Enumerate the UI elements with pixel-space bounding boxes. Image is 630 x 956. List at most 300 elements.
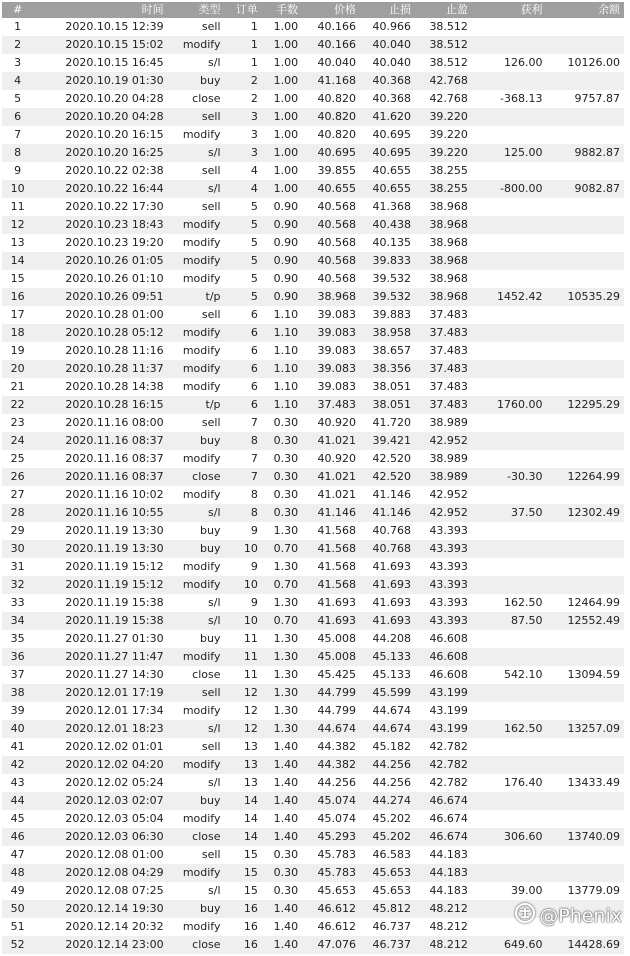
cell-take-profit: 38.989: [429, 452, 468, 465]
cell-order: 2: [250, 74, 258, 87]
cell-stop-loss: 39.833: [372, 254, 412, 267]
cell-order: 10: [243, 614, 258, 627]
cell-price: 40.166: [317, 20, 357, 33]
trade-history-table: [2, 2, 624, 954]
cell-idx: 27: [10, 488, 25, 501]
cell-lots: 1.40: [273, 902, 299, 915]
cell-stop-loss: 44.674: [372, 704, 412, 717]
cell-take-profit: 39.220: [429, 146, 468, 159]
cell-stop-loss: 40.768: [372, 524, 412, 537]
cell-take-profit: 46.674: [429, 830, 468, 843]
cell-stop-loss: 41.693: [372, 560, 412, 573]
cell-profit: [474, 450, 549, 468]
cell-order: 11: [243, 668, 258, 681]
cell-take-profit: 42.952: [429, 488, 468, 501]
cell-stop-loss: 39.421: [372, 434, 412, 447]
cell-time: 2020.10.22 17:30: [65, 200, 164, 213]
cell-price: 41.568: [317, 524, 357, 537]
table-row: [2, 810, 624, 828]
cell-type: modify: [182, 650, 221, 663]
cell-take-profit: 37.483: [429, 308, 468, 321]
cell-lots: 1.10: [273, 326, 299, 339]
cell-time: 2020.12.02 05:24: [65, 776, 164, 789]
cell-idx: 38: [10, 686, 25, 699]
cell-time: 2020.11.16 08:00: [65, 416, 164, 429]
cell-take-profit: 43.199: [429, 704, 468, 717]
cell-stop-loss: 46.737: [372, 938, 412, 951]
cell-lots: 1.10: [273, 380, 299, 393]
cell-profit: [474, 234, 549, 252]
cell-stop-loss: 45.133: [372, 650, 412, 663]
cell-idx: 13: [10, 236, 25, 249]
cell-lots: 0.90: [273, 290, 299, 303]
cell-type: modify: [182, 758, 221, 771]
cell-time: 2020.10.26 01:05: [65, 254, 164, 267]
cell-type: sell: [201, 20, 221, 33]
cell-idx: 33: [10, 596, 25, 609]
cell-order: 5: [250, 200, 258, 213]
cell-stop-loss: 40.368: [372, 74, 412, 87]
cell-type: s/l: [208, 146, 221, 159]
cell-lots: 0.90: [273, 272, 299, 285]
cell-price: 44.799: [317, 686, 357, 699]
cell-profit: 542.10: [504, 668, 543, 681]
cell-lots: 1.40: [273, 794, 299, 807]
cell-type: modify: [182, 578, 221, 591]
cell-profit: [474, 810, 549, 828]
cell-order: 14: [243, 794, 258, 807]
cell-profit: [474, 270, 549, 288]
table-row: [2, 288, 624, 306]
cell-type: s/l: [208, 776, 221, 789]
cell-order: 15: [243, 848, 258, 861]
cell-take-profit: 43.393: [429, 578, 468, 591]
column-header-price: 价格: [334, 3, 357, 16]
table-row: [2, 468, 624, 486]
cell-order: 8: [250, 488, 258, 501]
cell-lots: 1.30: [273, 632, 299, 645]
cell-lots: 0.90: [273, 218, 299, 231]
cell-stop-loss: 39.532: [372, 290, 412, 303]
cell-stop-loss: 46.737: [372, 920, 412, 933]
cell-lots: 0.30: [273, 488, 299, 501]
cell-lots: 1.00: [273, 110, 299, 123]
cell-price: 44.382: [317, 758, 357, 771]
cell-order: 4: [250, 164, 258, 177]
cell-balance: [549, 36, 625, 54]
cell-lots: 1.30: [273, 686, 299, 699]
cell-price: 47.076: [317, 938, 357, 951]
cell-type: s/l: [208, 722, 221, 735]
cell-lots: 1.30: [273, 596, 299, 609]
cell-time: 2020.10.15 15:02: [65, 38, 164, 51]
cell-price: 44.674: [317, 722, 357, 735]
cell-profit: 39.00: [511, 884, 543, 897]
cell-profit: [474, 432, 549, 450]
cell-profit: 162.50: [504, 722, 543, 735]
cell-balance: [549, 846, 625, 864]
cell-type: sell: [201, 164, 221, 177]
table-row: [2, 396, 624, 414]
table-row: [2, 306, 624, 324]
cell-type: s/l: [208, 506, 221, 519]
table-row: [2, 90, 624, 108]
cell-order: 8: [250, 434, 258, 447]
cell-idx: 46: [10, 830, 25, 843]
cell-profit: [474, 702, 549, 720]
cell-price: 45.653: [317, 884, 357, 897]
cell-price: 40.820: [317, 128, 357, 141]
cell-time: 2020.10.28 01:00: [65, 308, 164, 321]
cell-take-profit: 44.183: [429, 848, 468, 861]
cell-type: sell: [201, 200, 221, 213]
cell-idx: 18: [10, 326, 25, 339]
cell-price: 39.083: [317, 308, 357, 321]
cell-balance: [549, 342, 625, 360]
column-header-idx: #: [13, 3, 23, 16]
cell-lots: 0.30: [273, 848, 299, 861]
cell-type: modify: [182, 38, 221, 51]
cell-take-profit: 38.255: [429, 182, 468, 195]
cell-take-profit: 48.212: [429, 920, 468, 933]
cell-order: 5: [250, 236, 258, 249]
cell-time: 2020.11.16 08:37: [65, 452, 164, 465]
cell-profit: [474, 72, 549, 90]
cell-take-profit: 42.768: [429, 92, 468, 105]
cell-stop-loss: 44.274: [372, 794, 412, 807]
cell-price: 44.256: [317, 776, 357, 789]
cell-stop-loss: 40.695: [372, 146, 412, 159]
cell-profit: [474, 846, 549, 864]
cell-time: 2020.12.14 23:00: [65, 938, 164, 951]
cell-lots: 1.40: [273, 740, 299, 753]
cell-take-profit: 39.220: [429, 128, 468, 141]
cell-stop-loss: 41.146: [372, 506, 412, 519]
cell-type: modify: [182, 326, 221, 339]
table-row: [2, 72, 624, 90]
cell-time: 2020.12.08 07:25: [65, 884, 164, 897]
table-row: [2, 792, 624, 810]
cell-lots: 1.00: [273, 182, 299, 195]
cell-stop-loss: 44.208: [372, 632, 412, 645]
cell-type: buy: [200, 434, 221, 447]
cell-profit: [474, 486, 549, 504]
cell-type: modify: [182, 920, 221, 933]
cell-time: 2020.11.27 01:30: [65, 632, 164, 645]
cell-order: 6: [250, 308, 258, 321]
cell-idx: 4: [14, 74, 22, 87]
cell-lots: 0.30: [273, 884, 299, 897]
cell-order: 5: [250, 272, 258, 285]
cell-stop-loss: 44.674: [372, 722, 412, 735]
cell-type: close: [192, 830, 221, 843]
cell-take-profit: 43.393: [429, 542, 468, 555]
cell-type: modify: [182, 254, 221, 267]
cell-stop-loss: 45.202: [372, 830, 412, 843]
cell-balance: [549, 486, 625, 504]
cell-price: 39.083: [317, 362, 357, 375]
column-header-type: 类型: [198, 3, 221, 16]
cell-profit: [474, 108, 549, 126]
cell-order: 4: [250, 182, 258, 195]
cell-time: 2020.11.16 10:55: [65, 506, 164, 519]
cell-order: 9: [250, 524, 258, 537]
table-row: [2, 504, 624, 522]
cell-balance: 10535.29: [567, 290, 620, 303]
cell-time: 2020.10.22 16:44: [65, 182, 164, 195]
cell-idx: 2: [14, 38, 22, 51]
cell-order: 8: [250, 506, 258, 519]
table-row: [2, 252, 624, 270]
table-row: [2, 270, 624, 288]
cell-lots: 0.90: [273, 254, 299, 267]
cell-price: 39.083: [317, 380, 357, 393]
cell-type: modify: [182, 380, 221, 393]
cell-order: 13: [243, 758, 258, 771]
table-row: [2, 558, 624, 576]
cell-idx: 32: [10, 578, 25, 591]
cell-time: 2020.12.01 18:23: [65, 722, 164, 735]
cell-profit: [474, 864, 549, 882]
table-row: [2, 126, 624, 144]
cell-profit: -800.00: [500, 182, 543, 195]
cell-type: buy: [200, 902, 221, 915]
cell-idx: 48: [10, 866, 25, 879]
cell-stop-loss: 40.966: [372, 20, 412, 33]
cell-balance: [549, 360, 625, 378]
cell-balance: [549, 576, 625, 594]
cell-lots: 1.30: [273, 650, 299, 663]
cell-balance: [549, 270, 625, 288]
cell-price: 39.083: [317, 344, 357, 357]
cell-time: 2020.10.20 04:28: [65, 110, 164, 123]
cell-lots: 1.00: [273, 128, 299, 141]
cell-balance: [549, 306, 625, 324]
cell-balance: 12295.29: [567, 398, 620, 411]
cell-idx: 24: [10, 434, 25, 447]
cell-time: 2020.10.20 04:28: [65, 92, 164, 105]
cell-take-profit: 38.968: [429, 200, 468, 213]
cell-take-profit: 42.952: [429, 434, 468, 447]
cell-type: s/l: [208, 56, 221, 69]
table-row: [2, 612, 624, 630]
cell-order: 2: [250, 92, 258, 105]
cell-profit: 1452.42: [497, 290, 543, 303]
table-row: [2, 378, 624, 396]
cell-time: 2020.12.08 04:29: [65, 866, 164, 879]
cell-type: s/l: [208, 596, 221, 609]
cell-price: 45.293: [317, 830, 357, 843]
cell-profit: [474, 648, 549, 666]
cell-idx: 51: [10, 920, 25, 933]
cell-time: 2020.10.15 16:45: [65, 56, 164, 69]
column-header-balance: 余额: [598, 3, 620, 16]
cell-idx: 5: [14, 92, 22, 105]
cell-balance: [549, 432, 625, 450]
cell-lots: 1.40: [273, 830, 299, 843]
cell-idx: 29: [10, 524, 25, 537]
cell-idx: 45: [10, 812, 25, 825]
cell-order: 12: [243, 686, 258, 699]
cell-time: 2020.11.27 11:47: [65, 650, 164, 663]
cell-lots: 0.70: [273, 542, 299, 555]
table-row: [2, 360, 624, 378]
cell-price: 40.920: [317, 416, 357, 429]
cell-price: 40.655: [317, 182, 357, 195]
cell-price: 45.074: [317, 794, 357, 807]
column-header-stop-loss: 止损: [389, 3, 412, 16]
cell-price: 40.166: [317, 38, 357, 51]
cell-lots: 0.30: [273, 416, 299, 429]
cell-time: 2020.10.23 19:20: [65, 236, 164, 249]
column-header-order: 订单: [235, 3, 258, 16]
cell-take-profit: 46.608: [429, 668, 468, 681]
cell-price: 40.568: [317, 200, 357, 213]
cell-stop-loss: 40.438: [372, 218, 412, 231]
column-header-lots: 手数: [276, 3, 299, 16]
cell-idx: 20: [10, 362, 25, 375]
table-row: [2, 882, 624, 900]
cell-order: 15: [243, 866, 258, 879]
cell-lots: 1.30: [273, 722, 299, 735]
cell-stop-loss: 39.883: [372, 308, 412, 321]
cell-balance: [549, 810, 625, 828]
cell-lots: 1.40: [273, 776, 299, 789]
cell-balance: [549, 324, 625, 342]
cell-type: buy: [200, 542, 221, 555]
cell-price: 41.146: [317, 506, 357, 519]
cell-idx: 42: [10, 758, 25, 771]
cell-lots: 1.40: [273, 812, 299, 825]
cell-take-profit: 37.483: [429, 398, 468, 411]
cell-price: 40.920: [317, 452, 357, 465]
cell-take-profit: 38.989: [429, 416, 468, 429]
cell-time: 2020.12.01 17:34: [65, 704, 164, 717]
table-row: [2, 144, 624, 162]
cell-balance: 9082.87: [574, 182, 620, 195]
cell-price: 40.568: [317, 236, 357, 249]
cell-profit: 37.50: [511, 506, 543, 519]
cell-time: 2020.10.22 02:38: [65, 164, 164, 177]
table-row: [2, 720, 624, 738]
cell-type: close: [192, 92, 221, 105]
cell-balance: [549, 414, 625, 432]
cell-type: modify: [182, 236, 221, 249]
cell-order: 1: [250, 20, 258, 33]
cell-idx: 49: [10, 884, 25, 897]
cell-profit: [474, 342, 549, 360]
cell-profit: [474, 540, 549, 558]
cell-lots: 0.30: [273, 506, 299, 519]
cell-lots: 1.30: [273, 524, 299, 537]
cell-order: 11: [243, 650, 258, 663]
cell-order: 1: [250, 56, 258, 69]
cell-type: t/p: [205, 290, 221, 303]
cell-time: 2020.10.28 05:12: [65, 326, 164, 339]
cell-balance: [549, 378, 625, 396]
cell-take-profit: 38.255: [429, 164, 468, 177]
cell-profit: [474, 324, 549, 342]
cell-take-profit: 44.183: [429, 866, 468, 879]
cell-type: modify: [182, 362, 221, 375]
cell-idx: 23: [10, 416, 25, 429]
cell-time: 2020.11.19 15:12: [65, 560, 164, 573]
table-row: [2, 522, 624, 540]
column-header-profit: 获利: [520, 3, 543, 16]
cell-price: 40.568: [317, 218, 357, 231]
cell-profit: 649.60: [504, 938, 543, 951]
cell-stop-loss: 41.368: [372, 200, 412, 213]
cell-time: 2020.11.19 15:38: [65, 596, 164, 609]
cell-profit: [474, 216, 549, 234]
cell-type: modify: [182, 704, 221, 717]
cell-type: modify: [182, 812, 221, 825]
cell-price: 40.568: [317, 254, 357, 267]
cell-order: 5: [250, 218, 258, 231]
cell-take-profit: 43.393: [429, 524, 468, 537]
cell-order: 16: [243, 920, 258, 933]
cell-time: 2020.10.28 11:16: [65, 344, 164, 357]
cell-time: 2020.12.03 06:30: [65, 830, 164, 843]
cell-balance: [549, 792, 625, 810]
cell-balance: 13094.59: [567, 668, 620, 681]
table-row: [2, 828, 624, 846]
cell-price: 41.568: [317, 542, 357, 555]
cell-stop-loss: 42.520: [372, 470, 412, 483]
cell-take-profit: 43.393: [429, 596, 468, 609]
cell-take-profit: 38.968: [429, 272, 468, 285]
cell-balance: 9757.87: [574, 92, 620, 105]
cell-order: 12: [243, 704, 258, 717]
cell-order: 13: [243, 740, 258, 753]
cell-take-profit: 38.989: [429, 470, 468, 483]
cell-stop-loss: 38.356: [372, 362, 412, 375]
cell-balance: 12264.99: [567, 470, 620, 483]
cell-take-profit: 46.608: [429, 650, 468, 663]
cell-time: 2020.11.19 15:38: [65, 614, 164, 627]
cell-price: 45.783: [317, 866, 357, 879]
cell-lots: 1.40: [273, 920, 299, 933]
cell-lots: 1.10: [273, 308, 299, 321]
cell-lots: 1.30: [273, 668, 299, 681]
cell-idx: 41: [10, 740, 25, 753]
cell-stop-loss: 44.256: [372, 758, 412, 771]
cell-time: 2020.10.15 12:39: [65, 20, 164, 33]
cell-idx: 39: [10, 704, 25, 717]
cell-price: 40.820: [317, 92, 357, 105]
cell-order: 7: [250, 416, 258, 429]
cell-lots: 0.30: [273, 452, 299, 465]
cell-stop-loss: 40.655: [372, 182, 412, 195]
cell-lots: 1.40: [273, 938, 299, 951]
cell-time: 2020.10.28 11:37: [65, 362, 164, 375]
cell-profit: [474, 522, 549, 540]
cell-balance: [549, 522, 625, 540]
cell-idx: 35: [10, 632, 25, 645]
cell-time: 2020.11.19 15:12: [65, 578, 164, 591]
cell-type: close: [192, 470, 221, 483]
cell-price: 44.799: [317, 704, 357, 717]
cell-take-profit: 38.968: [429, 236, 468, 249]
table-row: [2, 108, 624, 126]
cell-lots: 0.30: [273, 434, 299, 447]
cell-order: 9: [250, 560, 258, 573]
cell-type: modify: [182, 218, 221, 231]
cell-price: 41.168: [317, 74, 357, 87]
cell-balance: [549, 702, 625, 720]
cell-price: 40.695: [317, 146, 357, 159]
cell-order: 10: [243, 578, 258, 591]
